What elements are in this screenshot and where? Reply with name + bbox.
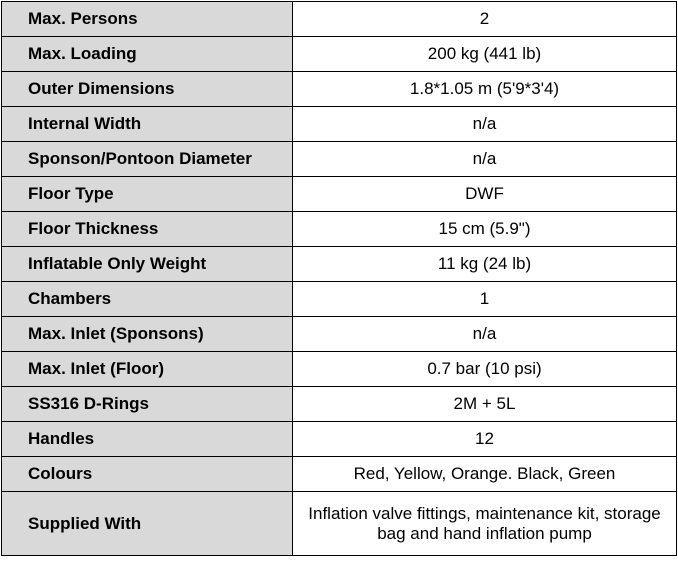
spec-value: n/a [293,107,677,142]
spec-row-floor-type [2,177,677,212]
spec-value: n/a [293,317,677,352]
spec-label: Sponson/Pontoon Diameter [2,142,293,177]
spec-value: 0.7 bar (10 psi) [293,352,677,387]
spec-label: Max. Inlet (Sponsons) [2,317,293,352]
spec-label: Supplied With [2,492,293,556]
spec-value: 1.8*1.05 m (5'9*3'4) [293,72,677,107]
spec-label: Outer Dimensions [2,72,293,107]
spec-label: Handles [2,422,293,457]
spec-label: Max. Persons [2,2,293,37]
spec-value: Inflation valve fittings, maintenance kit, storage bag and hand inflation pump [308,503,661,543]
spec-label: Max. Loading [2,37,293,72]
spec-value: 11 kg (24 lb) [293,247,677,282]
spec-value-cell [293,492,677,556]
spec-row-max-persons [2,2,677,37]
spec-row-max-loading [2,37,677,72]
spec-value: 2M + 5L [293,387,677,422]
spec-row-chambers [2,282,677,317]
spec-value: 12 [293,422,677,457]
spec-row-d-rings [2,387,677,422]
spec-table [1,1,677,556]
spec-value: 1 [293,282,677,317]
spec-label: SS316 D-Rings [2,387,293,422]
spec-value: DWF [293,177,677,212]
spec-row-supplied-with [2,492,677,556]
spec-label: Colours [2,457,293,492]
spec-value: 2 [293,2,677,37]
spec-label: Inflatable Only Weight [2,247,293,282]
spec-row-outer-dimensions [2,72,677,107]
spec-row-colours [2,457,677,492]
spec-row-inflatable-weight [2,247,677,282]
spec-value: 200 kg (441 lb) [293,37,677,72]
spec-label: Chambers [2,282,293,317]
spec-label: Floor Type [2,177,293,212]
spec-value: n/a [293,142,677,177]
spec-row-floor-thickness [2,212,677,247]
spec-row-handles [2,422,677,457]
spec-row-sponson-diameter [2,142,677,177]
spec-label: Max. Inlet (Floor) [2,352,293,387]
spec-value: Red, Yellow, Orange. Black, Green [293,457,677,492]
spec-value: 15 cm (5.9") [293,212,677,247]
spec-row-max-inlet-floor [2,352,677,387]
spec-label: Internal Width [2,107,293,142]
spec-label: Floor Thickness [2,212,293,247]
spec-row-internal-width [2,107,677,142]
spec-row-max-inlet-sponsons [2,317,677,352]
